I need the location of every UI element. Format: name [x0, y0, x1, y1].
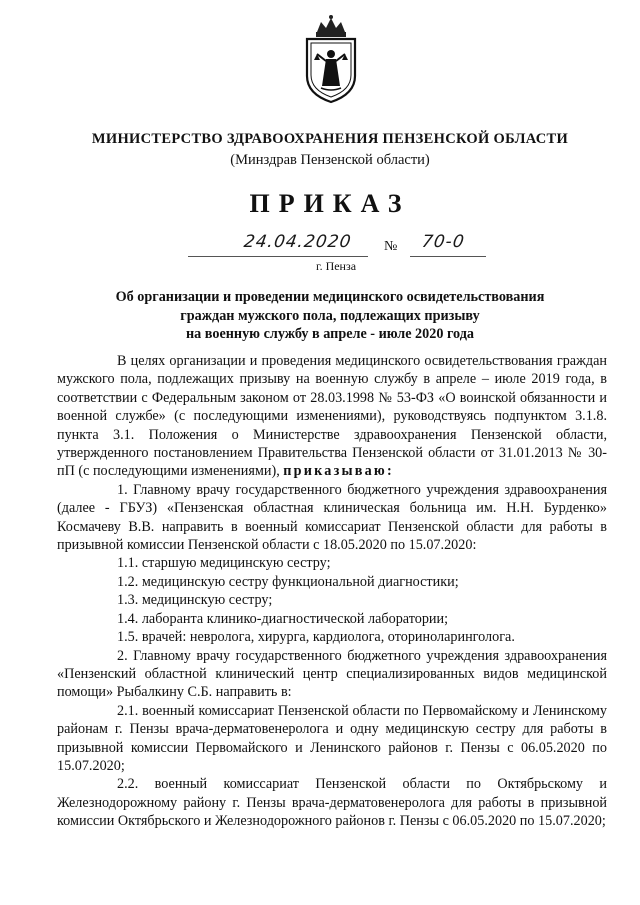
paragraph-1-4: 1.4. лаборанта клинико-диагностической лаборатории; — [117, 610, 449, 627]
order-body — [57, 352, 607, 831]
preamble-paragraph — [57, 352, 607, 481]
paragraph-1-2: 1.2. медицинскую сестру функциональной диагностики; — [117, 573, 459, 590]
subject-line-1: Об организации и проведении медицинского освидетельствования — [115, 289, 545, 305]
order-subject — [60, 288, 600, 344]
paragraph-2-1: 2.1. военный комиссариат Пензенской области по Первомайскому и Ленинскому районам г. Пензы врача-дерматовенеролога и одну медицинскую сестру для работы в призывной комиссии Первомайского и Ленинского районов г. Пензы с 06.05.2020 по 15.07.2020; — [57, 702, 607, 774]
paragraph-1: 1. Главному врачу государственного бюджетного учреждения здравоохранения (далее - ГБУЗ) «Пензенская областная клиническая больница им. Н.Н. Бурденко» Космачеву В.В. направить в военный комиссариат Пензенской области для работы в призывной комиссии Пензенской области с 18.05.2020 по 15.07.2020: — [57, 481, 607, 554]
number-sign: № — [384, 239, 398, 254]
order-number: 70-0 — [420, 232, 466, 252]
paragraph-1-3: 1.3. медицинскую сестру; — [117, 592, 273, 609]
ministry-short-name: (Минздрав Пензенской области) — [230, 152, 430, 168]
subject-line-2: граждан мужского пола, подлежащих призыву — [180, 307, 480, 324]
document-type-title: ПРИКАЗ — [249, 189, 411, 218]
paragraph-2-2: 2.2. военный комиссариат Пензенской области по Октябрьскому и Железнодорожному району г. Пензы врача-дерматовенеролога для работы в призывной комиссии Октябрьского и Железнодорожного районов г. Пензы с 06.05.2020 по 15.07.2020; — [57, 776, 607, 830]
subject-line-3: на военную службу в апреле - июле 2020 года — [185, 326, 475, 342]
order-date: 24.04.2020 — [242, 232, 353, 252]
coat-of-arms-emblem — [299, 14, 363, 106]
ministry-name: МИНИСТЕРСТВО ЗДРАВООХРАНЕНИЯ ПЕНЗЕНСКОЙ ОБЛАСТИ — [91, 131, 569, 147]
order-word: приказываю: — [283, 463, 394, 480]
city-label: г. Пенза — [316, 259, 357, 273]
paragraph-1-5: 1.5. врачей: невролога, хирурга, кардиолога, оториноларинголога. — [117, 629, 515, 646]
paragraph-2: 2. Главному врачу государственного бюджетного учреждения здравоохранения «Пензенский областной клинический центр специализированных видов медицинской помощи» Рыбалкину С.Б. направить в: — [57, 647, 607, 701]
date-underline — [188, 256, 368, 257]
paragraph-1-1: 1.1. старшую медицинскую сестру; — [117, 555, 331, 572]
preamble-text: В целях организации и проведения медицинского освидетельствования граждан мужского пола, подлежащих призыву на военную службу в апреле – июле 2019 года, в соответствии с Федеральным законом от 28.03.1998 № 53-ФЗ «О воинской обязанности и военной службе» (с последующими изменениями), руководствуясь подпунктом 3.1.8. пункта 3.1. Положения о Министерстве здравоохранения Пензенской области, утвержденного постановлением Правительства Пензенской области от 31.01.2013 № 30-пП (с последующими изменениями), — [57, 353, 607, 480]
number-underline — [410, 256, 486, 257]
